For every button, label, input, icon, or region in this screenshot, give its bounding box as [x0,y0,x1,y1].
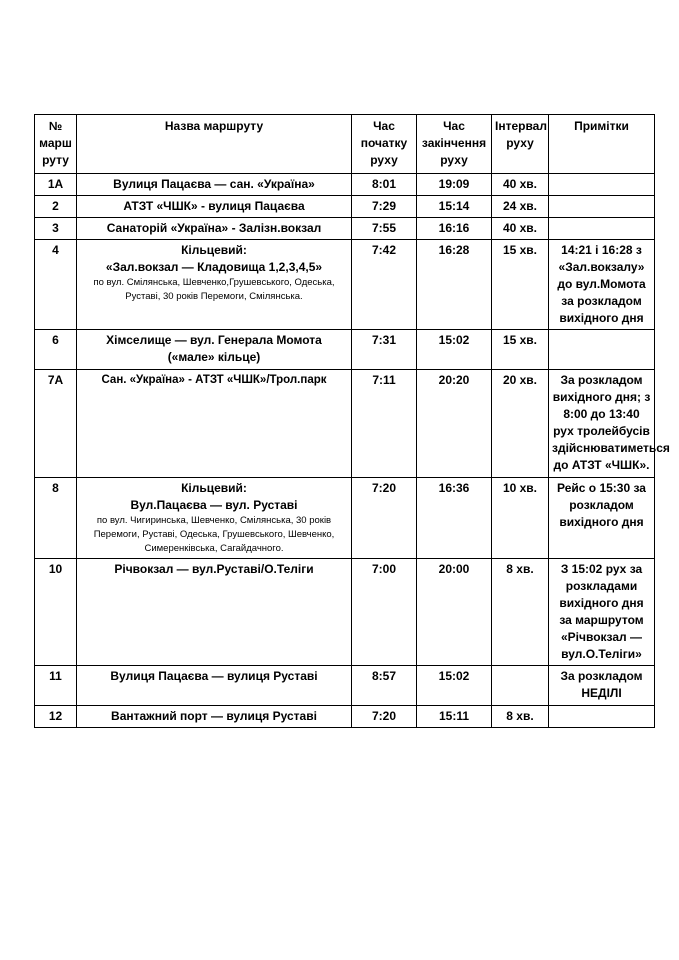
end-time: 15:02 [417,666,492,706]
table-row [35,218,655,240]
header-end-time: Час закінчення руху [417,115,492,174]
notes [549,330,655,370]
notes: З 15:02 рух за розкладами вихідного дня за маршрутом «Річвокзал — вул.О.Теліги» [549,559,655,666]
end-time: 16:28 [417,240,492,330]
notes: За розкладом вихідного дня; з 8:00 до 13:40 рух тролейбусів здійснюватиметься до АТЗТ «ЧШК». [549,370,655,478]
interval: 15 хв. [492,330,549,370]
table-row [35,666,655,706]
route-cell [77,478,352,559]
header-interval: Інтервал руху [492,115,549,174]
interval: 20 хв. [492,370,549,478]
route-name: Кільцевий: «Зал.вокзал — Кладовища 1,2,3,4,5» [105,243,323,274]
route-number: 6 [35,330,77,370]
interval: 10 хв. [492,478,549,559]
route-number: 4 [35,240,77,330]
interval: 8 хв. [492,559,549,666]
start-time: 8:01 [352,174,417,196]
start-time: 7:42 [352,240,417,330]
header-route-name: Назва маршруту [77,115,352,174]
notes: Рейс о 15:30 за розкладом вихідного дня [549,478,655,559]
end-time: 15:02 [417,330,492,370]
interval: 40 хв. [492,174,549,196]
start-time: 7:20 [352,706,417,728]
route-schedule-table [34,114,670,728]
route-name: Кільцевий: Вул.Пацаєва — вул. Руставі [130,481,298,512]
route-name: Вулиця Пацаєва — сан. «Україна» [77,174,352,196]
interval: 40 хв. [492,218,549,240]
header-row [35,115,655,174]
header-route-number: № марш руту [35,115,77,174]
start-time: 7:11 [352,370,417,478]
table-row [35,330,655,370]
interval: 15 хв. [492,240,549,330]
header-start-time: Час початку руху [352,115,417,174]
route-via: по вул. Смілянська, Шевченко,Грушевського, Одеська, Руставі, 30 років Перемоги, Смілянська. [93,277,335,302]
route-number: 11 [35,666,77,706]
route-name: Вулиця Пацаєва — вулиця Руставі [77,666,352,706]
notes [549,174,655,196]
route-name: Санаторій «Україна» - Залізн.вокзал [77,218,352,240]
route-number: 10 [35,559,77,666]
interval: 24 хв. [492,196,549,218]
end-time: 20:20 [417,370,492,478]
notes: За розкладом НЕДІЛІ [549,666,655,706]
route-number: 8 [35,478,77,559]
interval: 8 хв. [492,706,549,728]
route-number: 12 [35,706,77,728]
notes [549,706,655,728]
route-name: Річвокзал — вул.Руставі/О.Теліги [77,559,352,666]
table-row [35,196,655,218]
table-row [35,240,655,330]
route-number: 2 [35,196,77,218]
table-row [35,174,655,196]
route-number: 1А [35,174,77,196]
start-time: 7:20 [352,478,417,559]
notes [549,218,655,240]
start-time: 7:31 [352,330,417,370]
notes [549,196,655,218]
notes: 14:21 і 16:28 з «Зал.вокзалу» до вул.Момота за розкладом вихідного дня [549,240,655,330]
table-row [35,706,655,728]
end-time: 16:36 [417,478,492,559]
end-time: 19:09 [417,174,492,196]
end-time: 15:11 [417,706,492,728]
table-row [35,478,655,559]
route-via: по вул. Чигиринська, Шевченко, Смілянська, 30 років Перемоги, Руставі, Одеська, Грушевського, Шевченко, Симеренківська, Сагайдачного. [93,515,335,554]
start-time: 7:55 [352,218,417,240]
start-time: 7:00 [352,559,417,666]
route-number: 3 [35,218,77,240]
table-row [35,370,655,478]
route-cell [77,240,352,330]
route-name: Вантажний порт — вулиця Руставі [77,706,352,728]
start-time: 8:57 [352,666,417,706]
start-time: 7:29 [352,196,417,218]
end-time: 15:14 [417,196,492,218]
interval [492,666,549,706]
end-time: 20:00 [417,559,492,666]
end-time: 16:16 [417,218,492,240]
route-number: 7А [35,370,77,478]
route-name: Хімселище — вул. Генерала Момота («мале» кільце) [77,330,352,370]
header-notes: Примітки [549,115,655,174]
route-name: Сан. «Україна» - АТЗТ «ЧШК»/Трол.парк [77,370,352,478]
route-name: АТЗТ «ЧШК» - вулиця Пацаєва [77,196,352,218]
table-row [35,559,655,666]
